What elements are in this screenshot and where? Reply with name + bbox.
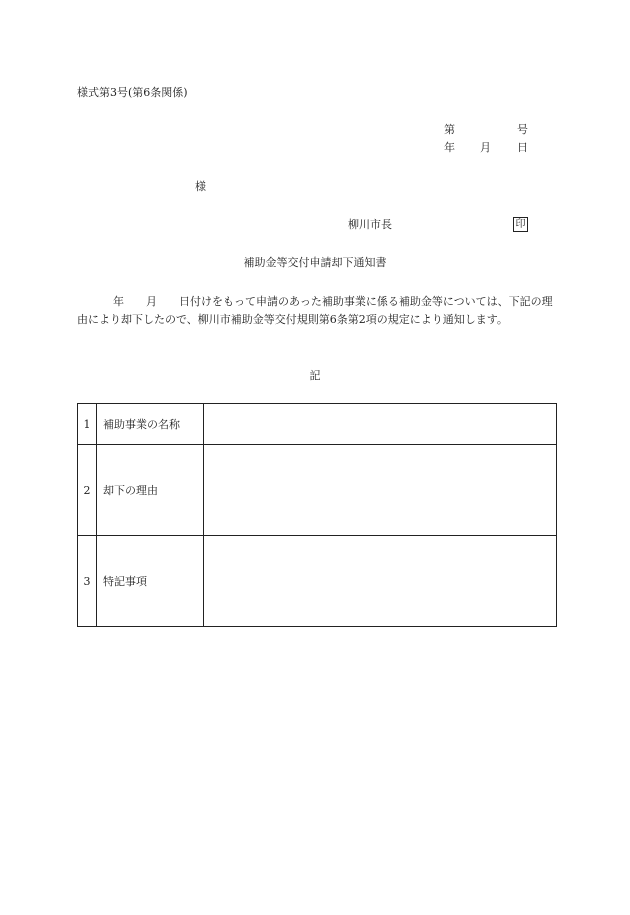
addressee-honorific: 様 <box>195 180 206 193</box>
body-month: 月 <box>146 295 157 308</box>
document-number-prefix: 第 <box>444 123 455 136</box>
date-day: 日 <box>517 141 528 154</box>
item-number: 3 <box>78 536 97 627</box>
body-text: 日付けをもって申請のあった補助事業に係る補助金等については、下記の理由により却下したので、柳川市補助金等交付規則第6条第2項の規定により通知します。 <box>77 295 553 326</box>
table-row <box>78 536 557 627</box>
document-title: 補助金等交付申請却下通知書 <box>243 256 387 269</box>
seal-mark: 印 <box>513 217 528 232</box>
body-year: 年 <box>113 295 124 308</box>
item-value[interactable] <box>204 536 557 627</box>
item-number: 2 <box>78 445 97 536</box>
sender-name: 柳川市長 <box>348 218 392 231</box>
table-row <box>78 404 557 445</box>
date-month: 月 <box>480 141 491 154</box>
item-label: 補助事業の名称 <box>97 404 204 445</box>
item-label: 特記事項 <box>97 536 204 627</box>
item-value[interactable] <box>204 404 557 445</box>
items-table <box>77 403 557 627</box>
body-paragraph <box>77 293 553 328</box>
item-label: 却下の理由 <box>97 445 204 536</box>
date-year: 年 <box>444 141 455 154</box>
item-value[interactable] <box>204 445 557 536</box>
item-number: 1 <box>78 404 97 445</box>
table-row <box>78 445 557 536</box>
ki-heading: 記 <box>309 369 321 382</box>
form-number: 様式第3号(第6条関係) <box>77 86 188 99</box>
document-number-suffix: 号 <box>517 123 528 136</box>
